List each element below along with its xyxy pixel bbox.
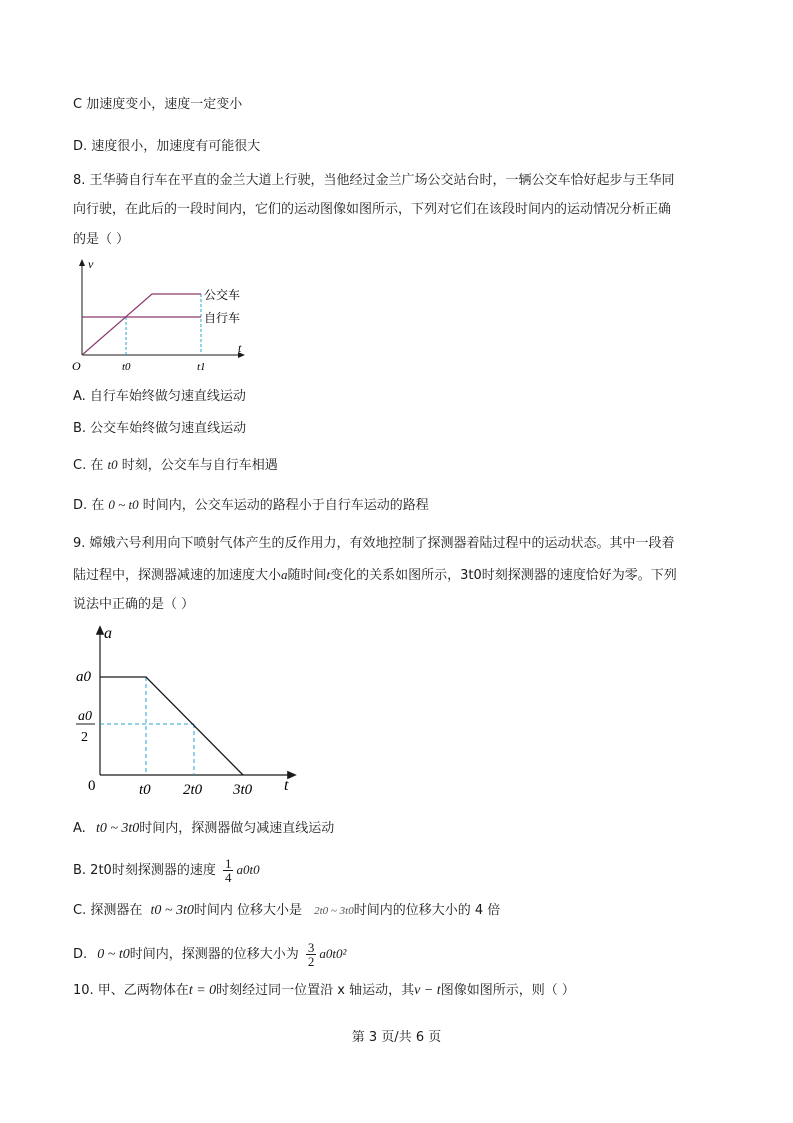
q9-option-b-fraction [223, 857, 234, 884]
q8-tick-t0: t0 [122, 361, 131, 373]
q9-option-d-num: 3 [307, 940, 315, 955]
q9-y-tick-half-den: 2 [81, 730, 88, 745]
q9-y-tick-half-num: a0 [78, 709, 92, 724]
page-footer: 第 3 页/共 6 页 [351, 1030, 442, 1045]
q9-stem-line1: 9. 嫦娥六号利用向下喷射气体产生的反作用力，有效地控制了探测器着陆过程中的运动状态。其中一段着 [73, 536, 675, 551]
q9-option-a-post: 时间内，探测器做匀减速直线运动 [139, 821, 335, 836]
q8-x-axis-label: t [238, 341, 242, 355]
q8-y-axis-label: v [88, 257, 94, 271]
q7-option-c: C 加速度变小，速度一定变小 [73, 97, 243, 112]
q9-option-d-den: 2 [307, 954, 315, 969]
q9-option-c-var2: 2t0 ~ 3t0 [314, 905, 354, 917]
q9-x-tick-2: 2t0 [183, 782, 203, 798]
q9-stem-var-a: a [281, 567, 288, 582]
q8-option-c [73, 456, 278, 475]
q8-stem-line1: 8. 王华骑自行车在平直的金兰大道上行驶，当他经过金兰广场公交站台时，一辆公交车恰好起步与王华同 [73, 173, 675, 188]
q9-accel-line [100, 677, 243, 775]
q10-stem [73, 982, 575, 1000]
q9-stem-var-t: t [326, 567, 331, 582]
q9-option-c-var1: t0 ~ 3t0 [150, 903, 194, 918]
q8-option-c-pre: C. 在 [73, 458, 104, 473]
q9-option-c [73, 902, 500, 920]
q8-option-a: A. 自行车始终做匀速直线运动 [73, 389, 246, 404]
q8-option-d-post: 时间内，公交车运动的路程小于自行车运动的路程 [142, 498, 429, 513]
q9-x-tick-3: 3t0 [233, 782, 253, 798]
q9-stem-line2-b: 随时间 [287, 568, 327, 583]
q9-option-d-fraction [306, 941, 317, 968]
q8-option-d-var: 0 ~ t0 [108, 497, 139, 512]
q9-acceleration-time-graph [70, 620, 310, 800]
q8-option-d [73, 496, 429, 515]
q9-option-b-num: 1 [224, 856, 232, 871]
q8-label-bus: 公交车 [204, 288, 241, 302]
q10-stem-var1: t = 0 [188, 983, 217, 998]
q10-stem-var2: v − t [414, 983, 441, 998]
q9-option-d-mid: 时间内，探测器的位移大小为 [129, 947, 299, 962]
q9-origin-label: 0 [88, 778, 96, 794]
q8-stem-line3: 的是（ ） [73, 232, 130, 247]
q9-option-d-expr: a0t0² [319, 946, 347, 961]
q9-option-a-var: t0 ~ 3t0 [95, 821, 140, 836]
q10-stem-pre: 10. 甲、乙两物体在 [73, 983, 189, 998]
q9-y-tick-a0: a0 [76, 669, 91, 685]
q9-option-c-pre: C. 探测器在 [73, 903, 143, 918]
q8-label-bike: 自行车 [204, 311, 241, 325]
q8-bus-line [82, 294, 201, 355]
q9-option-b-den: 4 [224, 870, 232, 885]
q7-option-d: D. 速度很小，加速度有可能很大 [73, 139, 261, 154]
q9-option-a-pre: A. [73, 821, 86, 836]
q9-stem-line3: 说法中正确的是（ ） [73, 597, 195, 612]
q9-option-c-mid: 时间内 位移大小是 [193, 903, 302, 918]
q9-x-tick-1: t0 [139, 782, 151, 798]
q9-option-d [73, 934, 346, 975]
q9-stem-line2 [73, 566, 677, 585]
q8-option-c-var: t0 [107, 457, 118, 472]
q8-option-c-post: 时刻，公交车与自行车相遇 [121, 458, 278, 473]
q9-option-b-var: a0t0 [236, 862, 260, 877]
q9-option-c-post: 时间内的位移大小的 4 倍 [353, 903, 501, 918]
q8-origin-label: O [72, 359, 81, 373]
q8-stem-line2: 向行驶，在此后的一段时间内，它们的运动图像如图所示，下列对它们在该段时间内的运动情况分析正确 [73, 202, 672, 217]
q8-velocity-time-graph [70, 252, 260, 377]
q9-y-axis-label: a [104, 625, 112, 642]
q9-option-a [73, 820, 334, 838]
q9-option-d-pre: D. [73, 947, 88, 962]
q8-option-b: B. 公交车始终做匀速直线运动 [73, 421, 247, 436]
q9-option-b-pre: B. 2t0时刻探测器的速度 [73, 863, 216, 878]
q8-option-d-pre: D. 在 [73, 498, 105, 513]
q9-option-b [73, 852, 260, 889]
q9-stem-line2-c: 变化的关系如图所示，3t0时刻探测器的速度恰好为零。下列 [330, 568, 677, 583]
q9-option-d-var: 0 ~ t0 [97, 947, 130, 962]
q10-stem-post: 图像如图所示，则（ ） [440, 983, 575, 998]
q10-stem-mid: 时刻经过同一位置沿 x 轴运动，其 [216, 983, 415, 998]
q9-x-axis-label: t [284, 777, 289, 794]
q8-tick-t1: t1 [197, 361, 206, 373]
q9-stem-line2-a: 陆过程中，探测器减速的加速度大小 [73, 568, 282, 583]
